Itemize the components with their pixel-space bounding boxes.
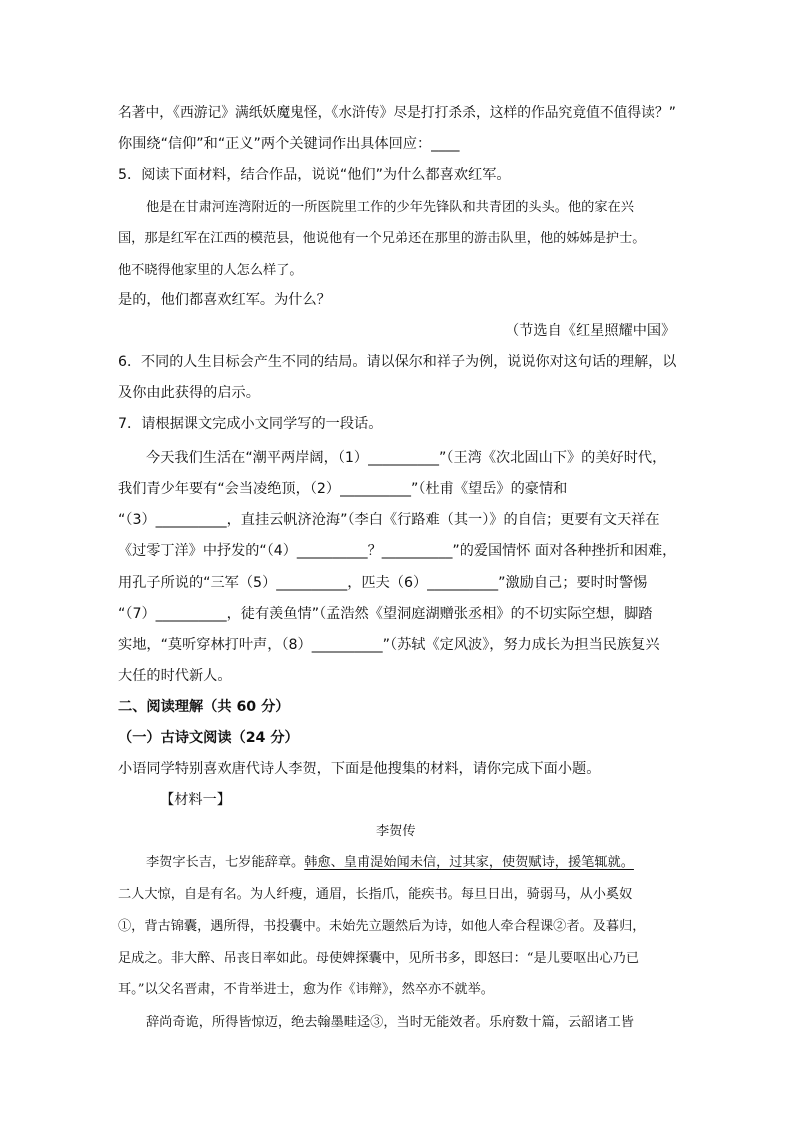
- fill-blank-line: “（3）__________，直挂云帆济沧海”（李白《行路难（其一）》的自信；更要有文天祥在: [118, 512, 660, 528]
- fill-blank-line: 用孔子所说的“三军（5）__________，匹夫（6）__________”激励自己；要时时警惕: [118, 575, 648, 591]
- material-label: 【材料一】: [160, 792, 231, 808]
- text-line: 名著中，《西游记》满纸妖魔鬼怪，《水浒传》尽是打打杀杀，这样的作品究竟值不值得读？”: [118, 105, 676, 121]
- text-line: 是的，他们都喜欢红军。为什么？: [118, 292, 331, 308]
- fill-blank-line: 今天我们生活在“潮平两岸阔，（1）__________”（王湾《次北固山下》的美好时代，: [146, 450, 667, 466]
- text-line: 小语同学特别喜欢唐代诗人李贺，下面是他搜集的材料，请你完成下面小题。: [118, 761, 601, 777]
- question-7: 7．请根据课文完成小文同学写的一段话。: [118, 416, 383, 432]
- fill-blank-line: 大任的时代新人。: [118, 668, 232, 684]
- subsection-heading: （一）古诗文阅读（24 分）: [118, 730, 299, 746]
- question-5: 5．阅读下面材料，结合作品，说说“他们”为什么都喜欢红军。: [118, 167, 511, 183]
- fill-blank-line: 我们青少年要有“会当凌绝顶，（2）__________”（杜甫《望岳》的豪情和: [118, 481, 568, 497]
- text-line: 及你由此获得的启示。: [118, 385, 260, 401]
- passage-line: [146, 854, 634, 872]
- fill-blank-line: 实地，“莫听穿林打叶声，（8）__________”（苏轼《定风波》，努力成长为担当民族复兴: [118, 637, 660, 653]
- underlined-sentence: 韩愈、皇甫湜始闻未信，过其家，使贺赋诗，援笔辄就。: [304, 855, 634, 870]
- passage-line: ①，背古锦囊，遇所得，书投囊中。未始先立题然后为诗，如他人牵合程课②者。及暮归，: [118, 919, 646, 934]
- text-line: 你围绕“信仰”和“正义”两个关键词作出具体回应：____: [118, 136, 460, 152]
- fill-blank-line: 《过零丁洋》中抒发的“（4）__________？__________”的爱国情怀 面对各种挫折和困难，: [118, 543, 677, 559]
- excerpt-source: （节选自《红星照耀中国》: [505, 323, 676, 339]
- passage-line: 二人大惊，自是有名。为人纤瘦，通眉，长指爪，能疾书。每旦日出，骑弱马，从小奚奴: [118, 887, 633, 902]
- passage-text: 李贺字长吉，七岁能辞章。: [146, 855, 305, 870]
- passage-line: 足成之。非大醉、吊丧日率如此。母使婢探囊中，见所书多，即怒曰：“是儿要呕出心乃已: [118, 951, 640, 966]
- excerpt-line: 他是在甘肃河连湾附近的一所医院里工作的少年先锋队和共青团的头头。他的家在兴: [146, 200, 634, 215]
- section-heading: 二、阅读理解（共 60 分）: [118, 699, 290, 715]
- question-6: 6．不同的人生目标会产生不同的结局。请以保尔和祥子为例，说说你对这句话的理解，以: [118, 354, 677, 370]
- fill-blank-line: “（7）__________，徒有羡鱼情”（孟浩然《望洞庭湖赠张丞相》的不切实际空想，脚踏: [118, 606, 653, 622]
- passage-line: 辞尚奇诡，所得皆惊迈，绝去翰墨畦迳③，当时无能效者。乐府数十篇，云韶诸工皆: [146, 1015, 634, 1030]
- excerpt-line: 他不晓得他家里的人怎么样了。: [118, 263, 303, 278]
- passage-title: 李贺传: [376, 824, 416, 839]
- excerpt-line: 国，那是红军在江西的模范县，他说他有一个兄弟还在那里的游击队里，他的姊姊是护士。: [118, 231, 646, 246]
- passage-line: 耳。”以父名晋肃，不肯举进士，愈为作《讳辩》，然卒亦不就举。: [118, 982, 494, 997]
